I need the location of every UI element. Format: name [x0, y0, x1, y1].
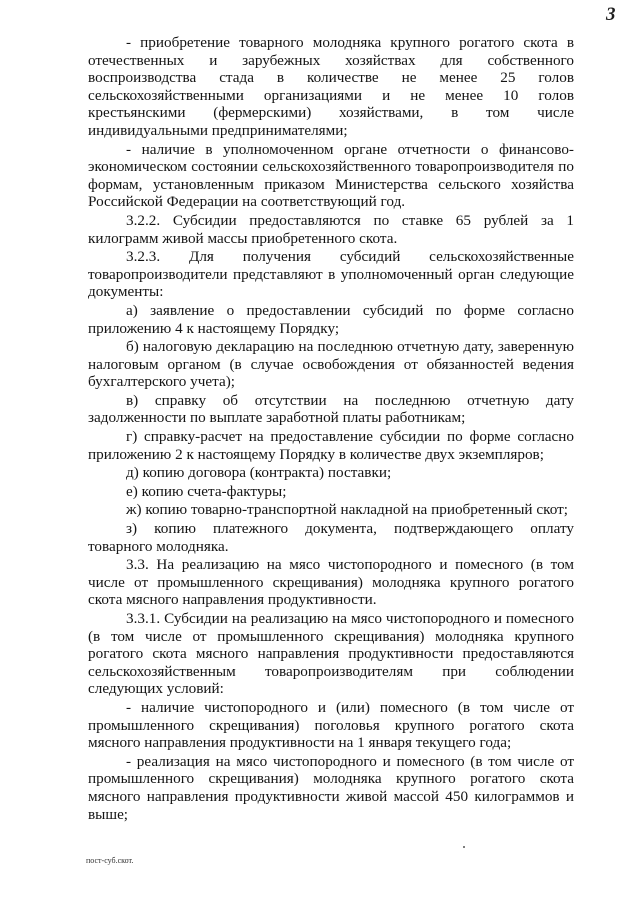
- paragraph: в) справку об отсутствии на последнюю отчетную дату задолженности по выплате заработной платы работникам;: [88, 391, 574, 427]
- footer-filename: пост-суб.скот.: [86, 856, 134, 865]
- paragraph: а) заявление о предоставлении субсидий по форме согласно приложению 4 к настоящему Порядку;: [88, 301, 574, 337]
- paragraph: е) копию счета-фактуры;: [126, 482, 287, 500]
- page-number: 3: [606, 4, 616, 25]
- paragraph: ж) копию товарно-транспортной накладной на приобретенный скот;: [126, 501, 568, 519]
- document-body: [88, 34, 574, 824]
- paragraph: г) справку-расчет на предоставление субсидии по форме согласно приложению 2 к настоящему Порядку в количестве двух экземпляров;: [88, 428, 574, 463]
- paragraph: - реализация на мясо чистопородного и помесного (в том числе от промышленного скрещивания) молодняка крупного рогатого скота мясного направления продуктивности живой массой 450 килограммов и выше;: [88, 752, 574, 823]
- paragraph: б) налоговую декларацию на последнюю отчетную дату, заверенную налоговым органом (в случае освобождения от обязанностей ведения бухгалтерского учета);: [88, 338, 574, 391]
- paragraph: - наличие в уполномоченном органе отчетности о финансово-экономическом состоянии сельскохозяйственного товаропроизводителя по формам, установленным приказом Министерства сельского хозяйства Российской Федерации на соответствующий год.: [88, 140, 574, 211]
- paragraph: - приобретение товарного молодняка крупного рогатого скота в отечественных и зарубежных хозяйствах для собственного воспроизводства стада в количестве не менее 25 голов сельскохозяйственными организациями и не менее 10 голов крестьянскими (фермерскими) хозяйствами, в том числе индивидуальными предпринимателями;: [88, 34, 574, 139]
- scan-speck: [463, 846, 465, 848]
- paragraph: 3.3. На реализацию на мясо чистопородного и помесного (в том числе от промышленного скрещивания) молодняка крупного рогатого скота мясного направления продуктивности.: [88, 556, 574, 609]
- paragraph: з) копию платежного документа, подтверждающего оплату товарного молодняка.: [88, 520, 574, 555]
- paragraph: 3.2.3. Для получения субсидий сельскохозяйственные товаропроизводители представляют в уполномоченный орган следующие документы:: [88, 248, 574, 301]
- paragraph: - наличие чистопородного и (или) помесного (в том числе от промышленного скрещивания) поголовья крупного рогатого скота мясного направления продуктивности на 1 января текущего года;: [88, 698, 574, 752]
- paragraph: 3.2.2. Субсидии предоставляются по ставке 65 рублей за 1 килограмм живой массы приобретенного скота.: [88, 211, 574, 247]
- paragraph: д) копию договора (контракта) поставки;: [126, 464, 392, 482]
- paragraph: 3.3.1. Субсидии на реализацию на мясо чистопородного и помесного (в том числе от промышленного скрещивания) молодняка крупного рогатого скота мясного направления продуктивности предоставляются сельскохозяйственным товаропроизводителям при соблюдении следующих условий:: [88, 610, 574, 698]
